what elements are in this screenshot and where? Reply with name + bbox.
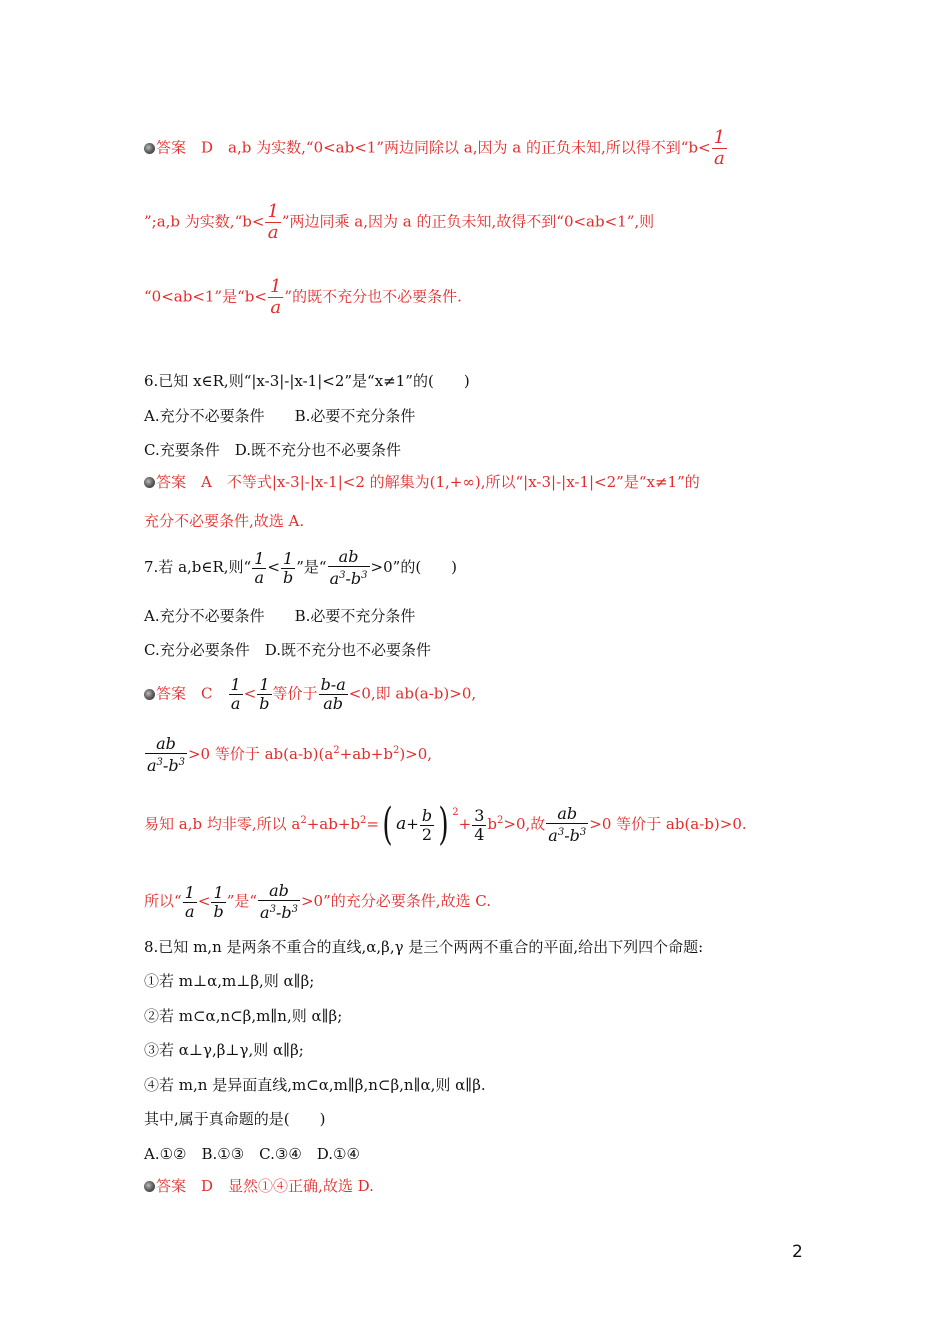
q7-answer-text: +ab+b: [306, 815, 361, 833]
q7-answer-letter: C: [201, 684, 213, 703]
q5-answer-text: D a,b 为实数,“0<ab<1”两边同除以 a,因为 a 的正负未知,所以得不到“b<: [201, 138, 711, 157]
answer-label: 答案: [156, 684, 187, 703]
q7-answer-text: +ab+b: [339, 745, 393, 763]
q7-answer-text: 易知 a,b 均非零,所以 a: [144, 815, 301, 833]
q5-answer-line3: [144, 277, 462, 318]
q7-options-ab: A.充分不必要条件 B.必要不充分条件: [144, 607, 416, 625]
q5-answer-text: ”的既不充分也不必要条件.: [284, 287, 462, 306]
fraction-ab-over-a3-b3: $\frac{ab}{a^3-b^3}$: [548, 804, 587, 845]
fraction-one-over-a: $\frac{1}{a}$: [713, 127, 726, 169]
q8-proposition-3: ③若 α⊥γ,β⊥γ,则 α∥β;: [144, 1041, 304, 1059]
fraction-3-over-4: $\frac{3}{4}$: [474, 805, 485, 844]
q8-answer-text: D 显然①④正确,故选 D.: [201, 1177, 374, 1195]
fraction-one-over-b: $\frac{1}{b}$: [259, 675, 270, 713]
q5-answer-text: “0<ab<1”是“b<: [144, 287, 267, 306]
answer-marker-icon: [144, 143, 155, 154]
q8-proposition-1: ①若 m⊥α,m⊥β,则 α∥β;: [144, 972, 315, 990]
q8-proposition-4: ④若 m,n 是异面直线,m⊂α,m∥β,n⊂β,n∥α,则 α∥β.: [144, 1076, 486, 1094]
less-than: <: [267, 558, 280, 576]
answer-label: 答案: [156, 1177, 187, 1195]
q5-answer-line2: [144, 202, 654, 243]
page-number: 2: [792, 1242, 803, 1262]
q7-answer-text: >0 等价于 ab(a-b)>0.: [589, 815, 747, 833]
q8-proposition-2: ②若 m⊂α,n⊂β,m∥n,则 α∥β;: [144, 1007, 343, 1025]
answer-marker-icon: [144, 1181, 155, 1192]
q6-answer-text: A 不等式|x-3|-|x-1|<2 的解集为(1,+∞),所以“|x-3|-|x-1|<2”是“x≠1”的: [201, 473, 700, 491]
q7-stem-text: ”是“: [296, 558, 327, 576]
q6-answer-line1: [144, 472, 700, 492]
q7-answer-text: >0,故: [503, 815, 546, 833]
fraction-b-minus-a-over-ab: $\frac{b-a}{ab}$: [320, 675, 346, 713]
answer-label: 答案: [156, 138, 187, 157]
answer-label: 答案: [156, 473, 187, 491]
fraction-one-over-a: $\frac{1}{a}$: [267, 201, 279, 243]
answer-marker-icon: [144, 477, 155, 488]
q7-answer-text: 等价于: [272, 684, 318, 703]
q7-answer-text: >0 等价于 ab(a-b)(a: [187, 745, 334, 763]
q6-answer-line2: 充分不必要条件,故选 A.: [144, 512, 305, 530]
q6-options-ab: A.充分不必要条件 B.必要不充分条件: [144, 407, 416, 425]
fraction-ab-over-a3-b3: $\frac{ab}{a^3-b^3}$: [329, 547, 368, 588]
q7-answer-line2: $\frac{ab}{a^3-b^3}$ >0 等价于 $ab(a-b)(a^2+ab+b^2)>0$,: [147, 734, 433, 775]
q7-answer-text: >0”的充分必要条件,故选 C.: [300, 892, 492, 910]
q8-question: 其中,属于真命题的是( ): [144, 1110, 326, 1128]
q7-stem: [144, 548, 457, 588]
fraction-one-over-a: $\frac{1}{a}$: [269, 276, 282, 318]
q6-stem: 6.已知 x∈R,则“|x-3|-|x-1|<2”是“x≠1”的( ): [144, 372, 470, 390]
q8-answer: [144, 1176, 374, 1196]
q7-stem-text: 7.若 a,b∈R,则“: [144, 558, 252, 576]
q6-options-cd: C.充要条件 D.既不充分也不必要条件: [144, 441, 401, 459]
q8-options: A.①② B.①③ C.③④ D.①④: [144, 1145, 360, 1163]
fraction-one-over-a: $\frac{1}{a}$: [230, 675, 241, 713]
q7-answer-line4: 所以“ $\frac{1}{a}$ < $\frac{1}{b}$ ”是“ $\frac{ab}{a^3-b^3}$ >0”的充分必要条件,故选 C.: [144, 881, 492, 922]
fraction-b-over-2: $\frac{b}{2}$: [421, 805, 433, 844]
fraction-one-over-b: $\frac{1}{b}$: [283, 548, 294, 587]
fraction-ab-over-a3-b3: $\frac{ab}{a^3-b^3}$: [147, 734, 185, 775]
q7-answer-text: ”是“: [226, 892, 258, 910]
q7-options-cd: C.充分必要条件 D.既不充分也不必要条件: [144, 641, 431, 659]
q7-stem-text: >0”的( ): [370, 558, 458, 576]
q7-answer-text: 所以“: [144, 892, 182, 910]
q7-answer-text: <0,即 ab(a-b)>0,: [348, 684, 477, 703]
q5-answer-text: ”;a,b 为实数,“b<: [144, 212, 265, 231]
answer-marker-icon: [144, 689, 155, 700]
q8-stem: 8.已知 m,n 是两条不重合的直线,α,β,γ 是三个两两不重合的平面,给出下列四个命题:: [144, 938, 704, 956]
fraction-one-over-a: $\frac{1}{a}$: [254, 548, 265, 587]
q5-answer-line1: [144, 128, 728, 169]
q7-answer-text: )>0,: [399, 745, 433, 763]
q7-answer-line3: 易知 a,b 均非零,所以 $a^2+ab+b^2=$( a+ $\frac{b}{2}$ ) $^2$+ $\frac{3}{4}$ $b^2>0$,故 $\frac{ab}{a^3-b^3}$ >0 等价于 ab(a-b)>0.: [144, 799, 747, 850]
q5-answer-text: ”两边同乘 a,因为 a 的正负未知,故得不到“0<ab<1”,则: [281, 212, 655, 231]
q7-answer-line1: [144, 676, 476, 713]
fraction-ab-over-a3-b3: $\frac{ab}{a^3-b^3}$: [260, 881, 298, 922]
fraction-one-over-a: $\frac{1}{a}$: [184, 882, 195, 921]
fraction-one-over-b: $\frac{1}{b}$: [213, 882, 224, 921]
less-than: <: [243, 684, 257, 703]
